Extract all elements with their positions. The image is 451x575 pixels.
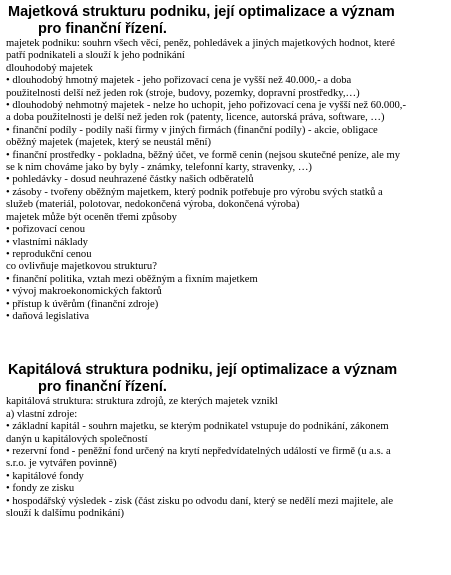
text-line: kapitálová struktura: struktura zdrojů, ze kterých majetek vznikl — [6, 396, 278, 408]
text-line: • zásoby - tvořeny oběžným majetkem, který podnik potřebuje pro výrobu svých statků a — [6, 186, 383, 198]
text-line: • kapitálové fondy — [6, 470, 84, 482]
section-body-capital-structure — [6, 396, 445, 520]
text-line: • pohledávky - dosud neuhrazené částky našich odběratelů — [6, 174, 254, 186]
text-line: slouží k dalšímu podnikání) — [6, 508, 124, 519]
text-line: a) vlastní zdroje: — [6, 408, 78, 420]
text-line: • finanční politika, vztah mezi oběžným a fixním majetkem — [6, 273, 258, 285]
text-line: • reprodukční cenou — [6, 248, 92, 260]
text-line: • vlastními náklady — [6, 236, 88, 248]
heading-line-2: pro finanční řízení. — [38, 21, 167, 37]
text-line: majetek podniku: souhrn všech věcí, peněz, pohledávek a jiných majetkových hodnot, které — [6, 38, 395, 49]
text-line: s.r.o. je vytvářen povinně) — [6, 458, 117, 470]
text-line: • fondy ze zisku — [6, 483, 75, 495]
text-line: • pořizovací cenou — [6, 224, 86, 236]
text-line: oběžný majetek (majetek, který se neustál mění) — [6, 137, 212, 149]
text-line: použitelnosti delší než jeden rok (stroje, budovy, pozemky, dopravní prostředky,…) — [6, 87, 360, 99]
text-line: • rezervní fond - peněžní fond určený na krytí nepředvídatelných událostí ve firmě (u a.s. a — [6, 445, 391, 457]
text-line: danýn u kapitálových společností — [6, 433, 148, 445]
heading-line-1: Kapitálová struktura podniku, její optimalizace a význam — [8, 362, 398, 379]
text-line: • dlouhodobý hmotný majetek - jeho pořizovací cena je vyšší než 40.000,- a doba — [6, 75, 352, 87]
text-line: • finanční prostředky - pokladna, běžný účet, ve formě cenin (nejsou skutečné peníze, ale my — [6, 149, 401, 161]
text-line: dlouhodobý majetek — [6, 62, 93, 74]
text-line: • dlouhodobý nehmotný majetek - nelze ho uchopit, jeho pořizovací cena je vyšší než 60.000,- — [6, 100, 406, 112]
text-line: • základní kapitál - souhrn majetku, se kterým podnikatel vstupuje do podnikání, zákonem — [6, 421, 389, 433]
text-line: majetek může být oceněn třemi způsoby — [6, 211, 177, 223]
text-line: • přístup k úvěrům (finanční zdroje) — [6, 298, 159, 310]
heading-line-1: Majetková strukturu podniku, její optimalizace a význam — [8, 4, 395, 20]
text-line: co ovlivňuje majetkovou strukturu? — [6, 261, 157, 273]
text-line: a doba použitelnosti je delší než jeden rok (patenty, licence, autorská práva, software, …) — [6, 112, 385, 124]
section-body-asset-structure — [6, 38, 445, 323]
section-heading-asset-structure — [6, 4, 445, 38]
heading-line-2: pro finanční řízení. — [38, 379, 167, 396]
text-line: • vývoj makroekonomických faktorů — [6, 286, 162, 298]
text-line: • finanční podíly - podíly naší firmy v jiných firmách (finanční podíly) - akcie, obligace — [6, 124, 378, 136]
section-gap — [6, 323, 445, 362]
text-line: • daňová legislativa — [6, 310, 90, 322]
text-line: patří podnikateli a slouží k jeho podnikání — [6, 50, 185, 62]
section-heading-capital-structure — [6, 362, 445, 396]
text-line: • hospodářský výsledek - zisk (část zisku po odvodu daní, který se nedělí mezi majitele, ale — [6, 495, 394, 507]
text-line: se k nim chováme jako by byly - známky, telefonní karty, stravenky, …) — [6, 162, 312, 174]
text-line: služeb (materiál, polotovar, nedokončená výroba, dokončená výroba) — [6, 199, 300, 211]
